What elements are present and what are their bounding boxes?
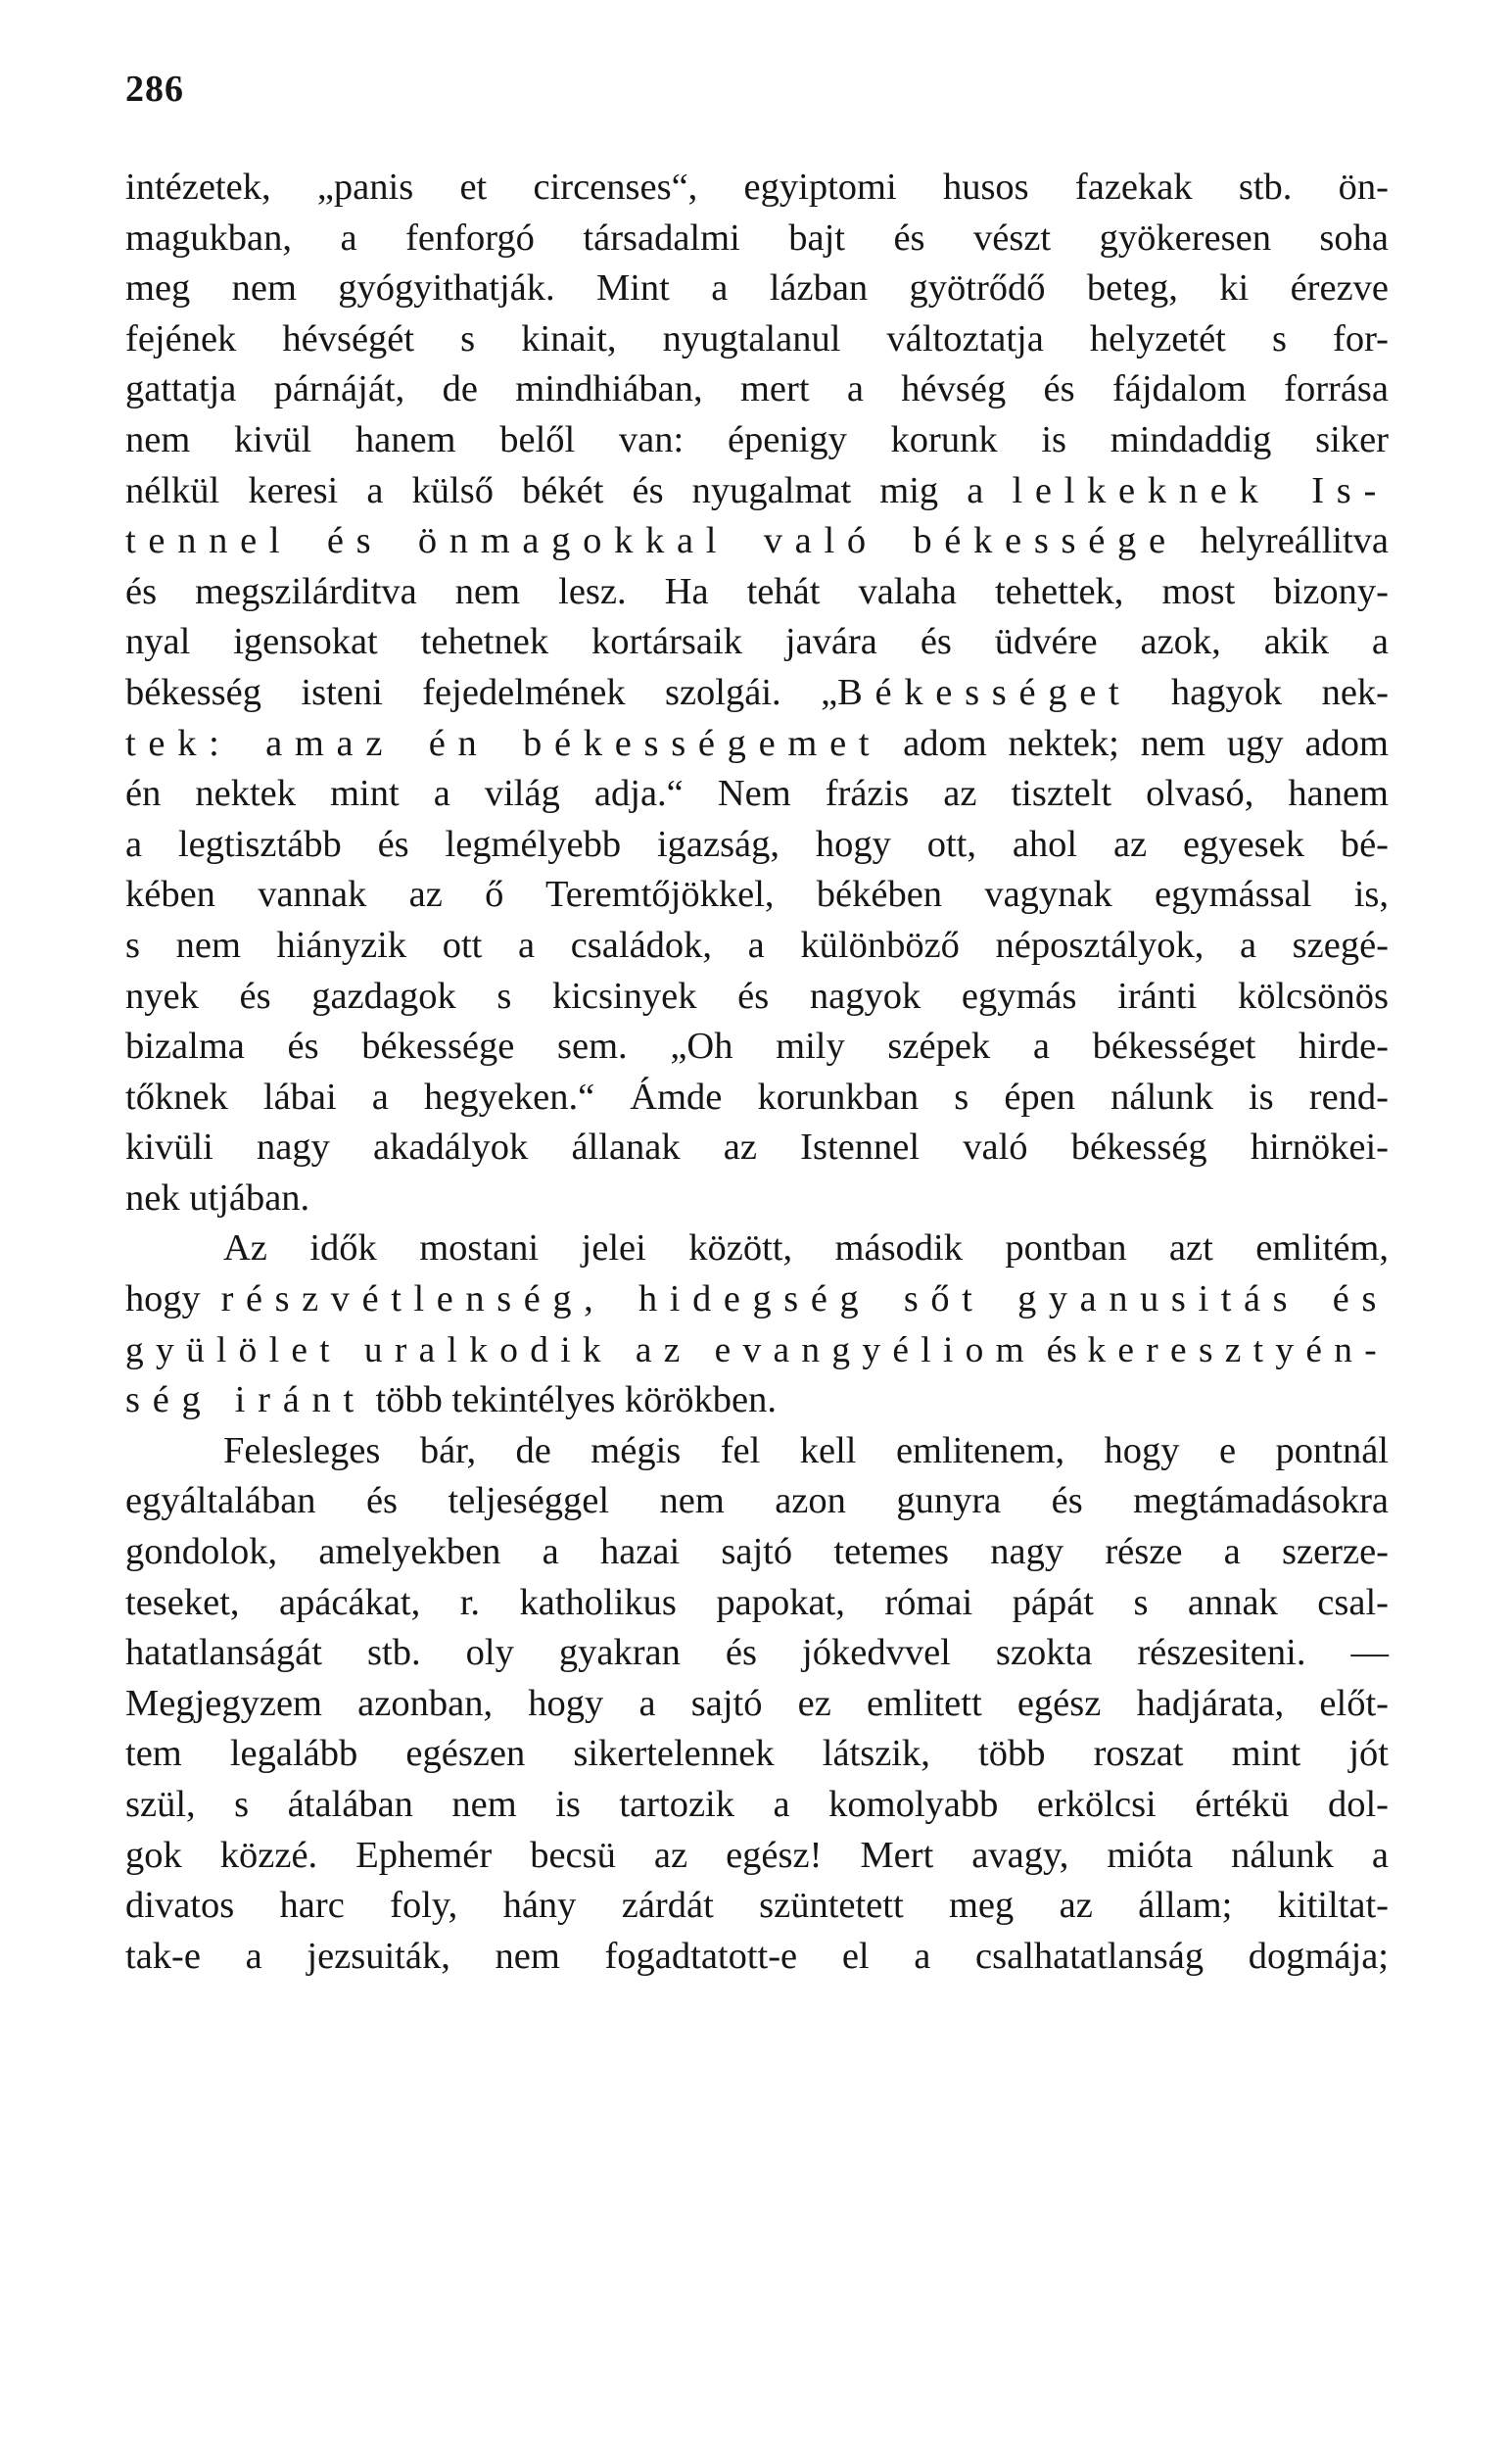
text-segment: én nektek mint a világ adja.“ Nem frázis az tisztelt olvasó, hanem	[125, 773, 1389, 815]
text-segment: békesség isteni fejedelmének szolgái. „	[125, 671, 838, 713]
text-segment: adom nektek; nem ugy adom	[881, 722, 1389, 764]
text-line	[125, 769, 1389, 820]
text-line	[125, 921, 1389, 972]
text-line	[125, 719, 1389, 770]
text-line	[125, 1527, 1389, 1578]
text-line	[125, 1932, 1389, 1983]
text-line	[125, 820, 1389, 871]
emphasized-text: ség iránt	[125, 1379, 366, 1421]
text-segment: magukban, a fenforgó társadalmi bajt és vészt gyökeresen soha	[125, 216, 1389, 259]
text-segment: Felesleges bár, de mégis fel kell emlitenem, hogy e pontnál	[223, 1429, 1389, 1471]
emphasized-text: gyülölet uralkodik az evangyéliom	[125, 1329, 1036, 1370]
body-text	[125, 163, 1389, 1982]
text-segment: nyek és gazdagok s kicsinyek és nagyok egymás iránti kölcsönös	[125, 975, 1389, 1017]
text-line	[125, 1426, 1389, 1477]
text-segment: szül, s átalában nem is tartozik a komolyabb erkölcsi értékü dol-	[125, 1784, 1389, 1825]
text-segment: intézetek, „panis et circenses“, egyiptomi husos fazekak stb. ön-	[125, 167, 1389, 208]
text-segment: kivüli nagy akadályok állanak az Istennel való békesség hirnökei-	[125, 1127, 1389, 1169]
text-segment: gondolok, amelyekben a hazai sajtó tetemes nagy része a szerze-	[125, 1531, 1389, 1573]
text-line	[125, 516, 1389, 567]
text-line	[125, 1578, 1389, 1629]
text-segment: Megjegyzem azonban, hogy a sajtó ez emlitett egész hadjárata, előt-	[125, 1682, 1389, 1724]
page-number: 286	[125, 69, 184, 110]
text-segment: tem legalább egészen sikertelennek látszik, több roszat mint jót	[125, 1733, 1389, 1775]
text-segment: nem kivül hanem belől van: épenigy korunk is mindaddig siker	[125, 418, 1389, 460]
text-segment: kében vannak az ő Teremtőjökkel, békében vagynak egymással is,	[125, 874, 1389, 916]
text-segment: teseket, apácákat, r. katholikus papokat, római pápát s annak csal-	[125, 1581, 1389, 1623]
text-segment: több tekintélyes körökben.	[365, 1379, 777, 1421]
emphasized-text: Békességet	[837, 671, 1132, 713]
text-segment: gattatja párnáját, de mindhiában, mert a hévség és fájdalom forrása	[125, 368, 1389, 410]
text-line	[125, 1022, 1389, 1073]
text-line	[125, 1123, 1389, 1174]
text-segment: tőknek lábai a hegyeken.“ Ámde korunkban s épen nálunk is rend-	[125, 1076, 1389, 1118]
text-line	[125, 163, 1389, 214]
text-line	[125, 1780, 1389, 1831]
emphasized-text: keresztyén-	[1087, 1329, 1389, 1370]
emphasized-text: lelkeknek Is-	[1012, 469, 1389, 511]
text-line	[125, 1679, 1389, 1730]
text-line	[125, 1174, 1389, 1224]
text-line	[125, 870, 1389, 921]
text-line	[125, 1831, 1389, 1882]
text-line	[125, 214, 1389, 264]
text-segment: nyal igensokat tehetnek kortársaik javára és üdvére azok, akik a	[125, 621, 1389, 663]
text-line	[125, 1881, 1389, 1932]
text-line	[125, 1325, 1389, 1376]
text-segment: és megszilárditva nem lesz. Ha tehát valaha tehettek, most bizony-	[125, 570, 1389, 612]
emphasized-text: tennel és önmagokkal való békessége	[125, 520, 1178, 562]
text-line	[125, 1375, 1389, 1426]
text-segment: tak-e a jezsuiták, nem fogadtatott-e el a csalhatatlanság dogmája;	[125, 1935, 1389, 1977]
text-segment: fejének hévségét s kinait, nyugtalanul változtatja helyzetét s for-	[125, 317, 1389, 360]
text-segment: nek utjában.	[125, 1176, 310, 1219]
text-segment: bizalma és békessége sem. „Oh mily szépek a békességet hirde-	[125, 1026, 1389, 1068]
text-segment: hatatlanságát stb. oly gyakran és jókedvvel szokta részesiteni. —	[125, 1632, 1389, 1674]
emphasized-text: részvétlenség, hidegség sőt gyanusitás és	[220, 1278, 1389, 1320]
text-segment: a legtisztább és legmélyebb igazság, hogy ott, ahol az egyesek bé-	[125, 823, 1389, 865]
text-segment: Az idők mostani jelei között, második pontban azt emlitém,	[223, 1227, 1389, 1270]
text-line	[125, 415, 1389, 466]
emphasized-text: tek: amaz én békességemet	[125, 722, 882, 764]
text-line	[125, 1628, 1389, 1679]
text-line	[125, 972, 1389, 1023]
text-line	[125, 567, 1389, 618]
text-line	[125, 1729, 1389, 1780]
text-segment: helyreállitva	[1177, 520, 1389, 562]
text-line	[125, 466, 1389, 517]
text-line	[125, 314, 1389, 365]
text-segment: s nem hiányzik ott a családok, a különböző néposztályok, a szegé-	[125, 924, 1389, 966]
text-line	[125, 1274, 1389, 1325]
text-segment: gok közzé. Ephemér becsü az egész! Mert avagy, mióta nálunk a	[125, 1834, 1389, 1876]
text-line	[125, 1476, 1389, 1527]
text-segment: divatos harc foly, hány zárdát szüntetett meg az állam; kitiltat-	[125, 1885, 1389, 1927]
text-segment: meg nem gyógyithatják. Mint a lázban gyötrődő beteg, ki érezve	[125, 267, 1389, 310]
text-line	[125, 668, 1389, 719]
text-segment: hogy	[125, 1278, 221, 1320]
text-line	[125, 264, 1389, 314]
text-line	[125, 364, 1389, 415]
text-segment: hagyok nek-	[1131, 671, 1389, 713]
text-segment: egyáltalában és teljeséggel nem azon gunyra és megtámadásokra	[125, 1480, 1389, 1522]
text-segment: és	[1035, 1329, 1088, 1370]
text-line	[125, 617, 1389, 668]
text-line	[125, 1223, 1389, 1274]
text-segment: nélkül keresi a külső békét és nyugalmat mig a	[125, 469, 1013, 511]
text-line	[125, 1073, 1389, 1124]
